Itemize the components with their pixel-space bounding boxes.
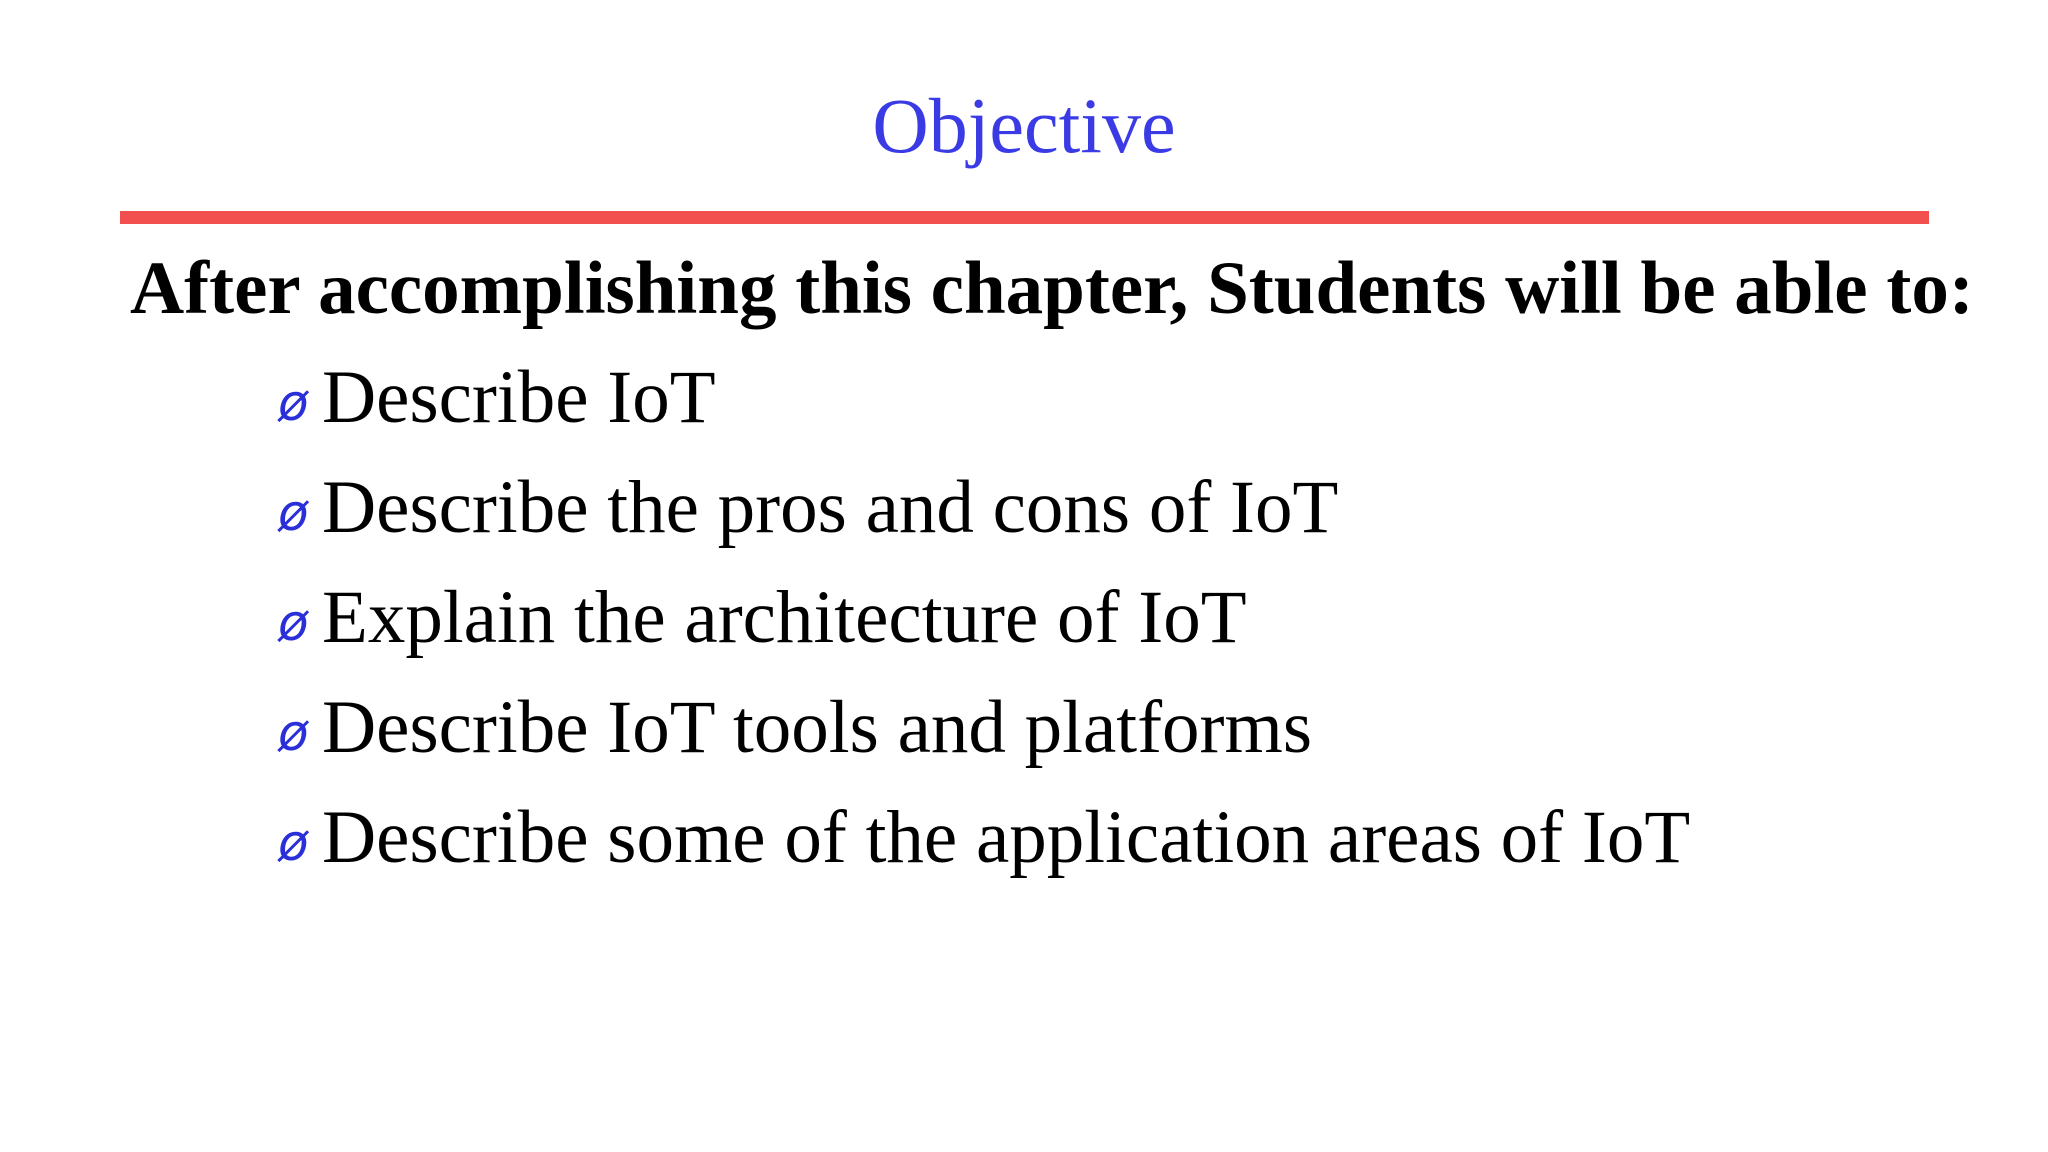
bullet-icon: ø (278, 704, 309, 762)
bullet-icon: ø (278, 484, 309, 542)
objective-list (278, 352, 1690, 902)
list-item (278, 572, 1690, 682)
list-item (278, 682, 1690, 792)
list-item (278, 462, 1690, 572)
objective-text: Describe the pros and cons of IoT (322, 466, 1339, 549)
title-divider (120, 211, 1929, 224)
objective-text: Describe IoT tools and platforms (322, 686, 1313, 769)
objective-text: Describe some of the application areas of IoT (322, 796, 1691, 879)
slide-title: Objective (872, 82, 1176, 169)
bullet-icon: ø (278, 594, 309, 652)
intro-text: After accomplishing this chapter, Students will be able to: (130, 247, 1974, 330)
bullet-icon: ø (278, 814, 309, 872)
list-item (278, 352, 1690, 462)
list-item (278, 792, 1690, 902)
bullet-icon: ø (278, 374, 309, 432)
objective-text: Explain the architecture of IoT (322, 576, 1247, 659)
objective-text: Describe IoT (322, 356, 716, 439)
